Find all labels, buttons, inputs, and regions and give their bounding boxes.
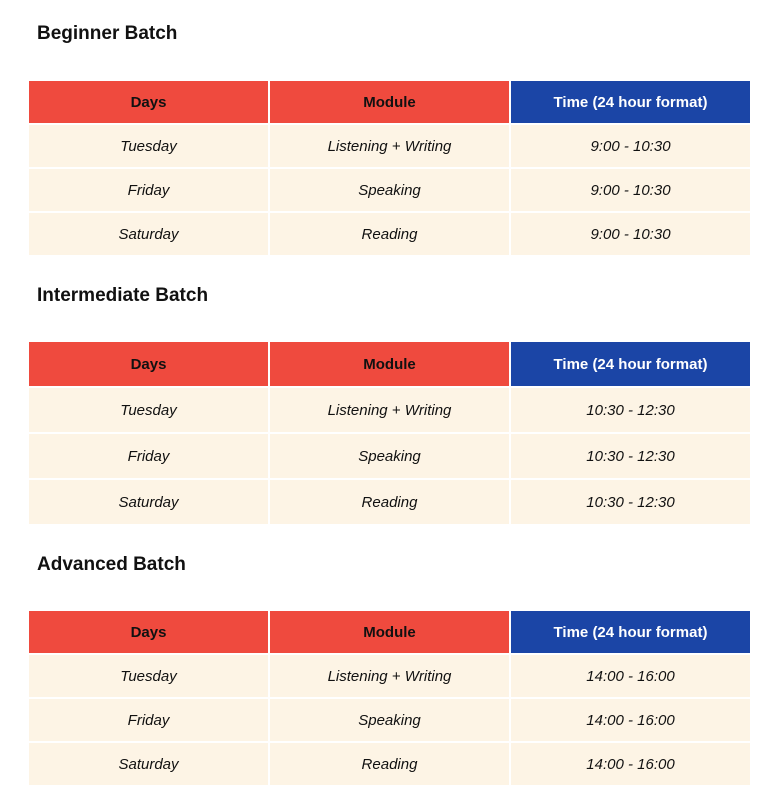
time-cell: 10:30 - 12:30 [510, 387, 751, 433]
table-row [28, 387, 751, 433]
table-header-row [28, 610, 751, 654]
time-cell: 14:00 - 16:00 [510, 742, 751, 786]
module-cell: Speaking [269, 698, 510, 742]
time-cell: 10:30 - 12:30 [510, 479, 751, 525]
header-module: Module [269, 80, 510, 124]
time-cell: 9:00 - 10:30 [510, 124, 751, 168]
table-row [28, 124, 751, 168]
day-cell: Tuesday [28, 387, 269, 433]
table-header-row [28, 341, 751, 387]
module-cell: Reading [269, 742, 510, 786]
advanced-batch-title: Advanced Batch [37, 554, 186, 575]
time-cell: 9:00 - 10:30 [510, 168, 751, 212]
beginner-batch-title: Beginner Batch [37, 23, 178, 44]
table-row [28, 168, 751, 212]
module-cell: Reading [269, 212, 510, 256]
header-module: Module [269, 341, 510, 387]
table-row [28, 742, 751, 786]
table-header-row [28, 80, 751, 124]
day-cell: Saturday [28, 742, 269, 786]
table-row [28, 479, 751, 525]
beginner-schedule-table [27, 79, 752, 257]
time-cell: 9:00 - 10:30 [510, 212, 751, 256]
day-cell: Tuesday [28, 654, 269, 698]
time-cell: 14:00 - 16:00 [510, 698, 751, 742]
module-cell: Listening + Writing [269, 387, 510, 433]
time-cell: 14:00 - 16:00 [510, 654, 751, 698]
header-time: Time (24 hour format) [510, 341, 751, 387]
header-time: Time (24 hour format) [510, 80, 751, 124]
header-time: Time (24 hour format) [510, 610, 751, 654]
table-row [28, 433, 751, 479]
day-cell: Friday [28, 433, 269, 479]
day-cell: Saturday [28, 212, 269, 256]
header-days: Days [28, 80, 269, 124]
table-row [28, 698, 751, 742]
module-cell: Listening + Writing [269, 124, 510, 168]
header-module: Module [269, 610, 510, 654]
table-row [28, 212, 751, 256]
module-cell: Reading [269, 479, 510, 525]
module-cell: Listening + Writing [269, 654, 510, 698]
intermediate-batch-title: Intermediate Batch [37, 285, 209, 306]
day-cell: Friday [28, 698, 269, 742]
module-cell: Speaking [269, 168, 510, 212]
module-cell: Speaking [269, 433, 510, 479]
day-cell: Saturday [28, 479, 269, 525]
table-row [28, 654, 751, 698]
header-days: Days [28, 341, 269, 387]
advanced-schedule-table [27, 609, 752, 787]
intermediate-schedule-table [27, 340, 752, 526]
day-cell: Friday [28, 168, 269, 212]
time-cell: 10:30 - 12:30 [510, 433, 751, 479]
header-days: Days [28, 610, 269, 654]
day-cell: Tuesday [28, 124, 269, 168]
